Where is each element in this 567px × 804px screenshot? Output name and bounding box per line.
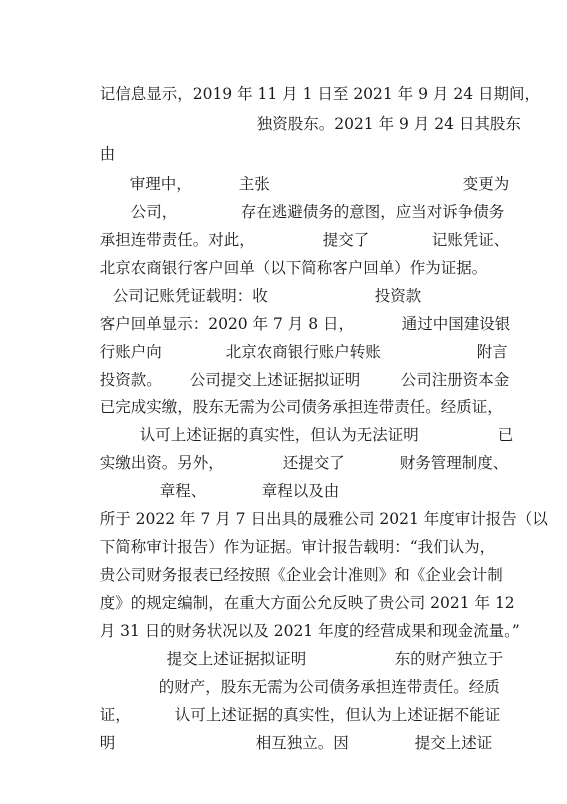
text-segment: 承担连带责任。对此， <box>99 231 255 249</box>
text-segment: 独资股东。2021 年 9 月 24 日其股东 <box>256 115 521 133</box>
text-segment: 公司记账凭证载明：收 <box>112 287 268 305</box>
text-segment: 北京农商银行账户转账 <box>225 343 381 361</box>
text-segment: 认可上述证据的真实性，但认为上述证据不能证 <box>174 706 501 724</box>
text-segment: 记账凭证、 <box>431 231 510 249</box>
text-line <box>80 713 115 773</box>
text-segment: 北京农商银行客户回单（以下简称客户回单）作为证据。 <box>99 259 488 277</box>
text-segment: 章程、 <box>159 482 207 500</box>
text-segment: 财务管理制度、 <box>399 454 509 472</box>
text-segment: 通过中国建设银 <box>401 315 511 333</box>
text-segment: 投资款。 <box>99 371 162 389</box>
text-segment: 认可上述证据的真实性，但认为无法证明 <box>139 426 419 444</box>
text-segment: 度》的规定编制，在重大方面公允反映了贵公司 2021 年 12 <box>99 594 515 612</box>
text-segment: 还提交了 <box>282 454 345 472</box>
text-segment: 行账户向 <box>99 343 162 361</box>
text-segment: 公司注册资本金 <box>400 371 510 389</box>
text-segment: 实缴出资。另外， <box>99 454 224 472</box>
text-segment: 记信息显示，2019 年 11 月 1 日至 2021 年 9 月 24 日期间， <box>99 85 540 103</box>
text-line <box>380 433 508 493</box>
text-segment: 公司提交上述证据拟证明 <box>189 371 361 389</box>
text-segment: 提交上述证 <box>414 734 493 752</box>
text-segment: 章程以及由 <box>261 482 340 500</box>
text-segment: 贵公司财务报表已经按照《企业会计准则》和《企业会计制 <box>99 566 503 584</box>
text-segment: 主张 <box>238 175 270 193</box>
text-segment: 公司， <box>130 203 178 221</box>
text-segment: 提交了 <box>322 231 370 249</box>
text-segment: 审理中， <box>129 175 192 193</box>
text-segment: 已 <box>497 426 514 444</box>
text-segment: 证， <box>99 706 131 724</box>
text-segment: 已完成实缴，股东无需为公司债务承担连带责任。经质证， <box>99 398 503 416</box>
text-segment: 由 <box>99 145 116 163</box>
text-line <box>236 713 349 773</box>
text-segment: 投资款 <box>374 287 422 305</box>
text-segment: 的财产，股东无需为公司债务承担连带责任。经质 <box>158 678 500 696</box>
text-segment: 月 31 日的财务状况以及 2021 年度的经营成果和现金流量。” <box>99 622 520 640</box>
text-segment: 下简称审计报告）作为证据。审计报告载明：“我们认为， <box>99 538 496 556</box>
text-line <box>395 713 492 773</box>
text-segment: 明 <box>99 734 116 752</box>
text-segment: 提交上述证据拟证明 <box>166 650 307 668</box>
text-segment: 东的财产独立于 <box>394 650 504 668</box>
text-line <box>237 94 521 154</box>
text-segment: 相互独立。因 <box>255 734 349 752</box>
text-segment: 变更为 <box>462 175 510 193</box>
text-segment: 附言 <box>476 343 508 361</box>
text-segment: 所于 2022 年 7 月 7 日出具的晟雅公司 2021 年度审计报告（以 <box>99 510 548 528</box>
text-segment: 客户回单显示：2020 年 7 月 8 日， <box>99 315 355 333</box>
text-segment: 存在逃避债务的意图，应当对诉争债务 <box>240 203 505 221</box>
